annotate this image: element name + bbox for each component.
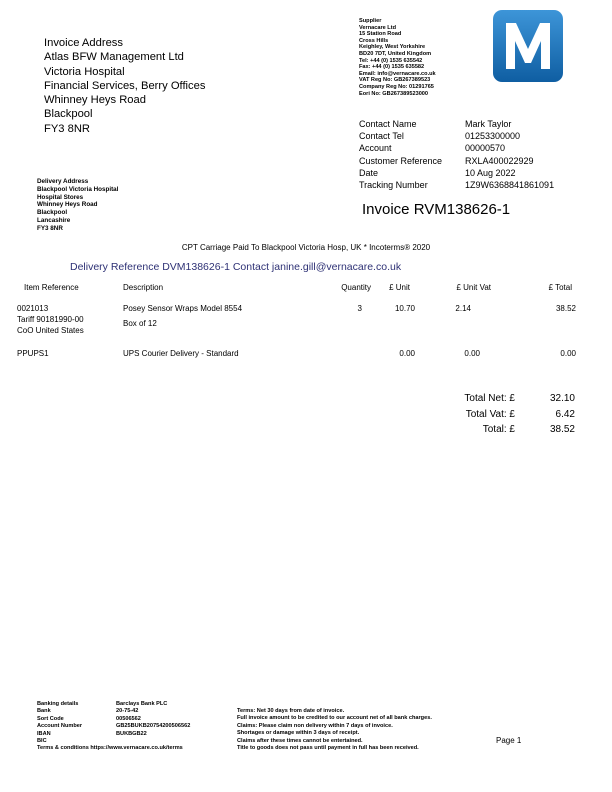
total-vat-label: Total Vat: £ bbox=[465, 408, 515, 420]
supplier-line: Eori No: GB267389523000 bbox=[359, 90, 429, 97]
delivery-address-line: Hospital Stores bbox=[37, 193, 84, 201]
supplier-line: Cross Hills bbox=[359, 37, 389, 44]
grand-total-row bbox=[415, 422, 575, 438]
total-vat-value: 6.42 bbox=[555, 408, 575, 420]
contact-row bbox=[359, 179, 554, 191]
item-pack-size: Box of 12 bbox=[123, 319, 157, 328]
banking-label: Sort Code bbox=[37, 715, 64, 722]
terms-line: Terms: Net 30 days from date of invoice. bbox=[237, 708, 345, 714]
contact-label: Tracking Number bbox=[359, 180, 428, 191]
total-vat-row bbox=[415, 407, 575, 423]
contact-label: Date bbox=[359, 167, 379, 178]
supplier-details bbox=[359, 18, 436, 97]
table-row-total: 0.00 bbox=[560, 349, 576, 358]
contact-row bbox=[359, 118, 554, 130]
column-header-item-reference: Item Reference bbox=[24, 283, 79, 292]
grand-total-label: Total: £ bbox=[482, 424, 515, 435]
contact-value: 00000570 bbox=[465, 143, 506, 154]
contact-value: 01253300000 bbox=[465, 131, 521, 142]
terms-line: Shortages or damage within 3 days of receipt. bbox=[237, 730, 360, 737]
supplier-line: Company Reg No: 01291765 bbox=[359, 83, 434, 90]
total-net-row bbox=[415, 391, 575, 407]
terms-line: Title to goods does not pass until payment in full has been received. bbox=[237, 745, 419, 752]
table-row-unit-vat: 2.14 bbox=[455, 304, 471, 313]
supplier-heading: Supplier bbox=[359, 18, 382, 24]
invoice-address-line: Victoria Hospital bbox=[44, 65, 125, 78]
delivery-address-line: Whinney Heys Road bbox=[37, 201, 98, 209]
item-code: 0021013 bbox=[17, 304, 49, 313]
table-row-quantity: 3 bbox=[357, 304, 362, 313]
column-header-unit-vat: £ Unit Vat bbox=[456, 283, 491, 292]
column-header-unit: £ Unit bbox=[389, 283, 410, 292]
invoice-address-line: FY3 8NR bbox=[44, 122, 91, 135]
contact-label: Contact Tel bbox=[359, 131, 404, 142]
invoice-address-line: Atlas BFW Management Ltd bbox=[44, 51, 184, 64]
item-tariff: Tariff 90181990-00 bbox=[17, 315, 84, 324]
terms-line: Claims after these times cannot be entertained. bbox=[237, 737, 363, 744]
supplier-line: Fax: +44 (0) 1535 635582 bbox=[359, 64, 425, 71]
table-row-unit-vat: 0.00 bbox=[464, 349, 480, 358]
contact-label: Customer Reference bbox=[359, 155, 443, 166]
company-logo-icon bbox=[492, 9, 564, 83]
supplier-line: Vernacare Ltd bbox=[359, 24, 396, 31]
total-net-label: Total Net: £ bbox=[464, 393, 515, 404]
payment-terms bbox=[237, 708, 432, 752]
delivery-reference: Delivery Reference DVM138626-1 Contact janine.gill@vernacare.co.uk bbox=[70, 261, 402, 273]
incoterms-line: CPT Carriage Paid To Blackpool Victoria Hosp, UK * Incoterms® 2020 bbox=[181, 243, 431, 252]
table-row-unit: 10.70 bbox=[394, 304, 415, 313]
invoice-address-line: Financial Services, Berry Offices bbox=[44, 79, 206, 92]
contact-row bbox=[359, 155, 554, 167]
invoice-address bbox=[44, 36, 205, 136]
contact-row bbox=[359, 142, 554, 154]
contact-label: Contact Name bbox=[359, 119, 417, 129]
contact-value: 10 Aug 2022 bbox=[465, 167, 516, 178]
delivery-address-heading: Delivery Address bbox=[37, 178, 89, 185]
invoice-address-line: Blackpool bbox=[44, 108, 93, 121]
banking-value: 20-75-42 bbox=[116, 708, 139, 715]
delivery-address-line: Lancashire bbox=[37, 216, 71, 224]
table-row-description bbox=[123, 303, 242, 329]
invoice-address-line: Whinney Heys Road bbox=[44, 94, 146, 107]
table-row-item-ref bbox=[17, 348, 49, 359]
supplier-line: Tel: +44 (0) 1535 635542 bbox=[359, 57, 423, 64]
banking-value: BUKBGB22 bbox=[116, 730, 147, 737]
contact-value: 1Z9W6368841861091 bbox=[465, 180, 555, 191]
banking-label: IBAN bbox=[37, 730, 51, 737]
contact-row bbox=[359, 130, 554, 142]
contact-label: Account bbox=[359, 143, 392, 154]
supplier-line: BD20 7DT, United Kingdom bbox=[359, 50, 432, 57]
contact-value: RXLA400022929 bbox=[465, 155, 534, 166]
terms-line: Claims: Please claim non delivery within 7 days of invoice. bbox=[237, 722, 393, 729]
banking-label: BIC bbox=[37, 738, 47, 745]
delivery-address bbox=[37, 178, 118, 233]
delivery-address-line: Blackpool Victoria Hospital bbox=[37, 185, 119, 193]
banking-value: GB25BUKB20754200506562 bbox=[116, 723, 191, 730]
supplier-line: Email: info@vernacare.co.uk bbox=[359, 70, 436, 77]
banking-value: Barclays Bank PLC bbox=[116, 701, 168, 707]
supplier-line: Keighley, West Yorkshire bbox=[359, 44, 426, 51]
banking-label: Account Number bbox=[37, 723, 83, 730]
total-net-value: 32.10 bbox=[549, 393, 575, 404]
table-row-total: 38.52 bbox=[555, 304, 576, 313]
delivery-address-line: Blackpool bbox=[37, 209, 68, 217]
banking-label: Bank bbox=[37, 708, 51, 715]
item-origin: CoO United States bbox=[17, 326, 84, 335]
column-header-description: Description bbox=[123, 283, 164, 292]
banking-value: 00506562 bbox=[116, 715, 141, 722]
item-code: PPUPS1 bbox=[17, 349, 49, 358]
totals-block bbox=[415, 391, 575, 438]
terms-line: Full invoice amount to be credited to our account net of all bank charges. bbox=[237, 715, 432, 722]
table-row-unit: 0.00 bbox=[399, 349, 415, 358]
item-description: UPS Courier Delivery - Standard bbox=[123, 349, 239, 358]
page-number: Page 1 bbox=[496, 736, 522, 745]
invoice-title: Invoice RVM138626-1 bbox=[362, 201, 511, 218]
supplier-line: VAT Reg No: GB267389523 bbox=[359, 77, 431, 84]
invoice-address-heading: Invoice Address bbox=[44, 37, 123, 49]
contact-row bbox=[359, 167, 554, 179]
terms-link[interactable]: Terms & conditions https://www.vernacare.co.uk/terms bbox=[37, 745, 183, 752]
table-row-description bbox=[123, 348, 239, 359]
delivery-address-line: FY3 8NR bbox=[37, 224, 63, 232]
table-row-item-ref bbox=[17, 303, 84, 336]
supplier-line: 15 Station Road bbox=[359, 31, 402, 38]
grand-total-value: 38.52 bbox=[549, 424, 575, 435]
contact-details bbox=[359, 118, 554, 191]
banking-heading: Banking details bbox=[37, 701, 79, 707]
column-header-quantity: Quantity bbox=[341, 283, 371, 292]
item-description: Posey Sensor Wraps Model 8554 bbox=[123, 304, 243, 313]
banking-values bbox=[116, 701, 190, 738]
column-header-total: £ Total bbox=[548, 283, 572, 292]
contact-value: Mark Taylor bbox=[465, 119, 512, 129]
